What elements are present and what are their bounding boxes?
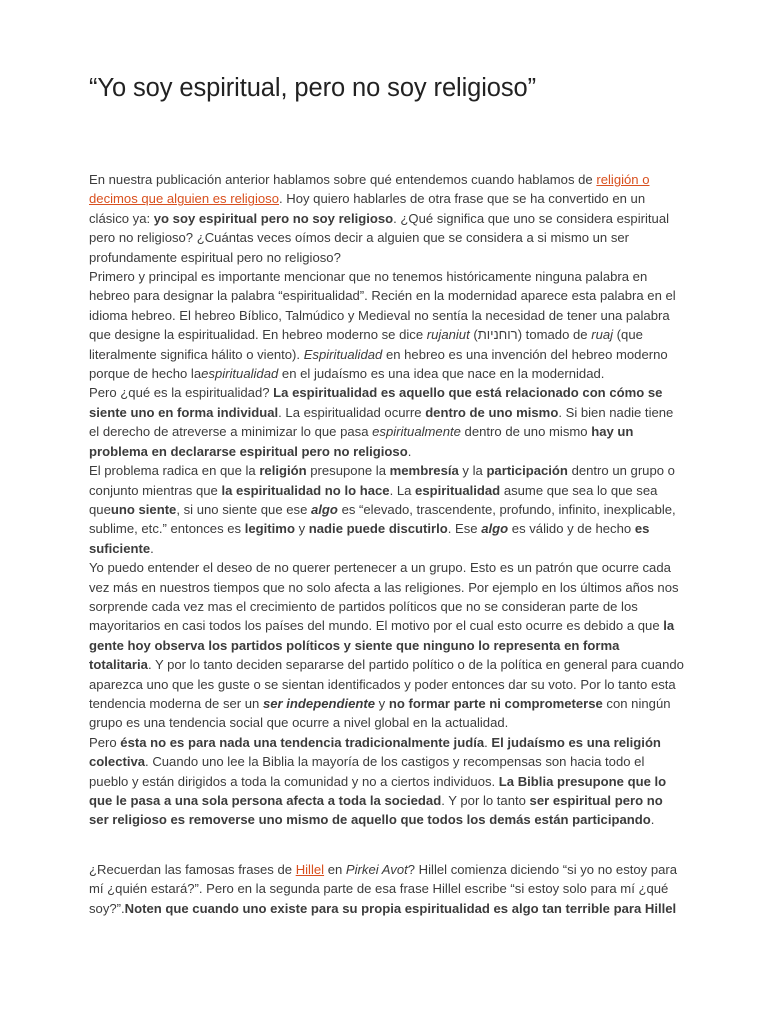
text-run: . Hoy quiero hablarles de otra frase que se ha convertido en un clásico ya: (89, 191, 646, 226)
bold-text: legitimo (244, 521, 295, 537)
text-run: en (324, 861, 346, 877)
text-run: en el judaísmo es una idea que nace en la modernidad. (278, 366, 605, 382)
bold-text: algo (481, 521, 509, 537)
text-run: . (407, 443, 412, 459)
bold-text: algo (311, 501, 338, 517)
bold-text: la gente hoy observa los partidos políticos y siente que ninguno lo representa en forma totalitaria (89, 618, 675, 673)
inline-link[interactable]: Hillel (295, 861, 325, 877)
paragraph (89, 733, 685, 830)
italic-text: Pirkei Avot (345, 861, 408, 877)
text-run: con ningún grupo es una tendencia social que ocurre a nivel global en la actualidad. (89, 695, 671, 731)
text-run: es “elevado, trascendente, profundo, infinito, inexplicable, sublime, etc.” entonces es (89, 501, 676, 537)
text-run: . La espiritualidad ocurre (278, 404, 426, 420)
text-run: . (484, 734, 492, 750)
bold-text: espiritualidad (415, 482, 501, 498)
bold-text: no formar parte ni comprometerse (388, 695, 603, 711)
inline-link[interactable]: religión o decimos que alguien es religioso (89, 172, 650, 207)
text-run: dentro de uno mismo (460, 424, 592, 440)
paragraph (89, 461, 685, 558)
text-run: en hebreo es una invención del hebreo moderno porque de hecho la (89, 346, 668, 382)
text-run: y la (458, 463, 487, 479)
text-run: . Ese (447, 521, 482, 537)
paragraph (89, 267, 685, 383)
bold-text: dentro de uno mismo (425, 404, 559, 420)
text-run: . Cuando uno lee la Biblia la mayoría de los castigos y recompensas son hacia todo el pueblo y están dirigidos a toda la comunidad y no a ciertos individuos. (89, 754, 645, 789)
italic-text: Espiritualidad (303, 346, 383, 362)
text-run: Pero ¿qué es la espiritualidad? (89, 385, 274, 401)
text-run: presupone la (306, 463, 390, 479)
italic-text: ruaj (591, 327, 614, 343)
text-run: , si uno siente que ese (176, 501, 312, 517)
bold-text: es suficiente (89, 521, 650, 556)
text-run: . Y por lo tanto (441, 793, 530, 808)
text-run: dentro un grupo o conjunto mientras que (89, 463, 675, 498)
paragraph (89, 170, 685, 267)
bold-text: uno siente (110, 501, 177, 517)
bold-text: membresía (389, 463, 459, 479)
text-run: . Si bien nadie tiene el derecho de atreverse a minimizar lo que pasa (89, 404, 674, 440)
paragraph (89, 383, 685, 461)
bold-text: El judaísmo es una religión colectiva (89, 734, 661, 770)
italic-text: rujaniut (426, 327, 470, 343)
text-run: . (650, 812, 655, 828)
text-run: asume que sea lo que sea que (89, 482, 658, 517)
text-run: ¿Recuerdan las famosas frases de (89, 861, 296, 877)
paragraph (89, 860, 685, 918)
text-run: ? Hillel comienza diciendo “si yo no estoy para mí ¿quién estará?”. Pero en la segunda parte de esa frase Hillel escribe “si estoy solo para mí ¿qué soy?”. (89, 861, 678, 916)
text-run: (רוחניות) tomado de (469, 327, 592, 343)
bold-text: religión (259, 463, 307, 479)
paragraph (89, 558, 685, 733)
bold-text: hay un problema en declararse espiritual pero no religioso (89, 424, 634, 459)
text-run: y (294, 521, 309, 537)
bold-text: yo soy espiritual pero no soy religioso (153, 210, 394, 226)
bold-text: nadie puede discutirlo (308, 521, 448, 537)
italic-text: espiritualmente (372, 424, 461, 440)
text-run: En nuestra publicación anterior hablamos sobre qué entendemos cuando hablamos de (89, 172, 597, 187)
bold-text: participación (486, 463, 568, 479)
article-body (89, 170, 685, 918)
text-run: . (150, 540, 154, 556)
bold-text: La Biblia presupone que lo que le pasa a una sola persona afecta a toda la sociedad (89, 773, 667, 808)
bold-text: ésta no es para nada una tendencia tradicionalmente judía (120, 734, 485, 750)
paragraph-spacer (89, 830, 685, 860)
text-run: El problema radica en que la (89, 463, 260, 479)
bold-text: Noten que cuando uno existe para su propia espiritualidad es algo tan terrible para Hillel (124, 900, 677, 916)
text-run: Pero (89, 734, 121, 750)
bold-text: la espiritualidad no lo hace (221, 482, 390, 498)
text-run: . ¿Qué significa que uno se considera espiritual pero no religioso? ¿Cuántas veces oímos decir a alguien que se considera a si mismo un ser profundamente espiritual pero no religioso? (89, 210, 670, 265)
bold-text: ser independiente (262, 695, 376, 711)
text-run: . Y por lo tanto deciden separarse del partido político o de la política en general para cuando aparezca uno que les guste o se sientan identificados y poder entonces dar su voto. Por lo tanto esta tendencia moderna de ser un (89, 657, 684, 711)
article-title: “Yo soy espiritual, pero no soy religioso” (89, 74, 537, 102)
bold-text: La espiritualidad es aquello que está relacionado con cómo se siente uno en forma individual (89, 385, 663, 420)
bold-text: ser espiritual pero no ser religioso es removerse uno mismo de aquello que todos los demás están participando (89, 793, 663, 828)
text-run: es válido y de hecho (508, 521, 635, 537)
text-run: Primero y principal es importante mencionar que no tenemos históricamente ninguna palabra en hebreo para designar la palabra “espiritualidad”. Recién en la modernidad aparece esta palabra en el idioma hebreo. El hebreo Bíblico, Talmúdico y Medieval no sentía la necesidad de tener una palabra que designe la espiritualidad. En hebreo moderno se dice (89, 269, 676, 343)
text-run: . La (389, 482, 416, 498)
italic-text: espiritualidad (201, 366, 279, 382)
text-run: Yo puedo entender el deseo de no querer pertenecer a un grupo. Esto es un patrón que ocurre cada vez más en nuestros tiempos que no solo afecta a las religiones. Por ejemplo en los últimos años nos sorprende cada vez mas el crecimiento de partidos políticos que no se consideran parte de los mayoritarios en casi todos los países del mundo. El motivo por el cual esto ocurre es debido a que (89, 560, 679, 634)
text-run: (que literalmente significa hálito o viento). (89, 327, 643, 362)
text-run: y (375, 695, 389, 711)
